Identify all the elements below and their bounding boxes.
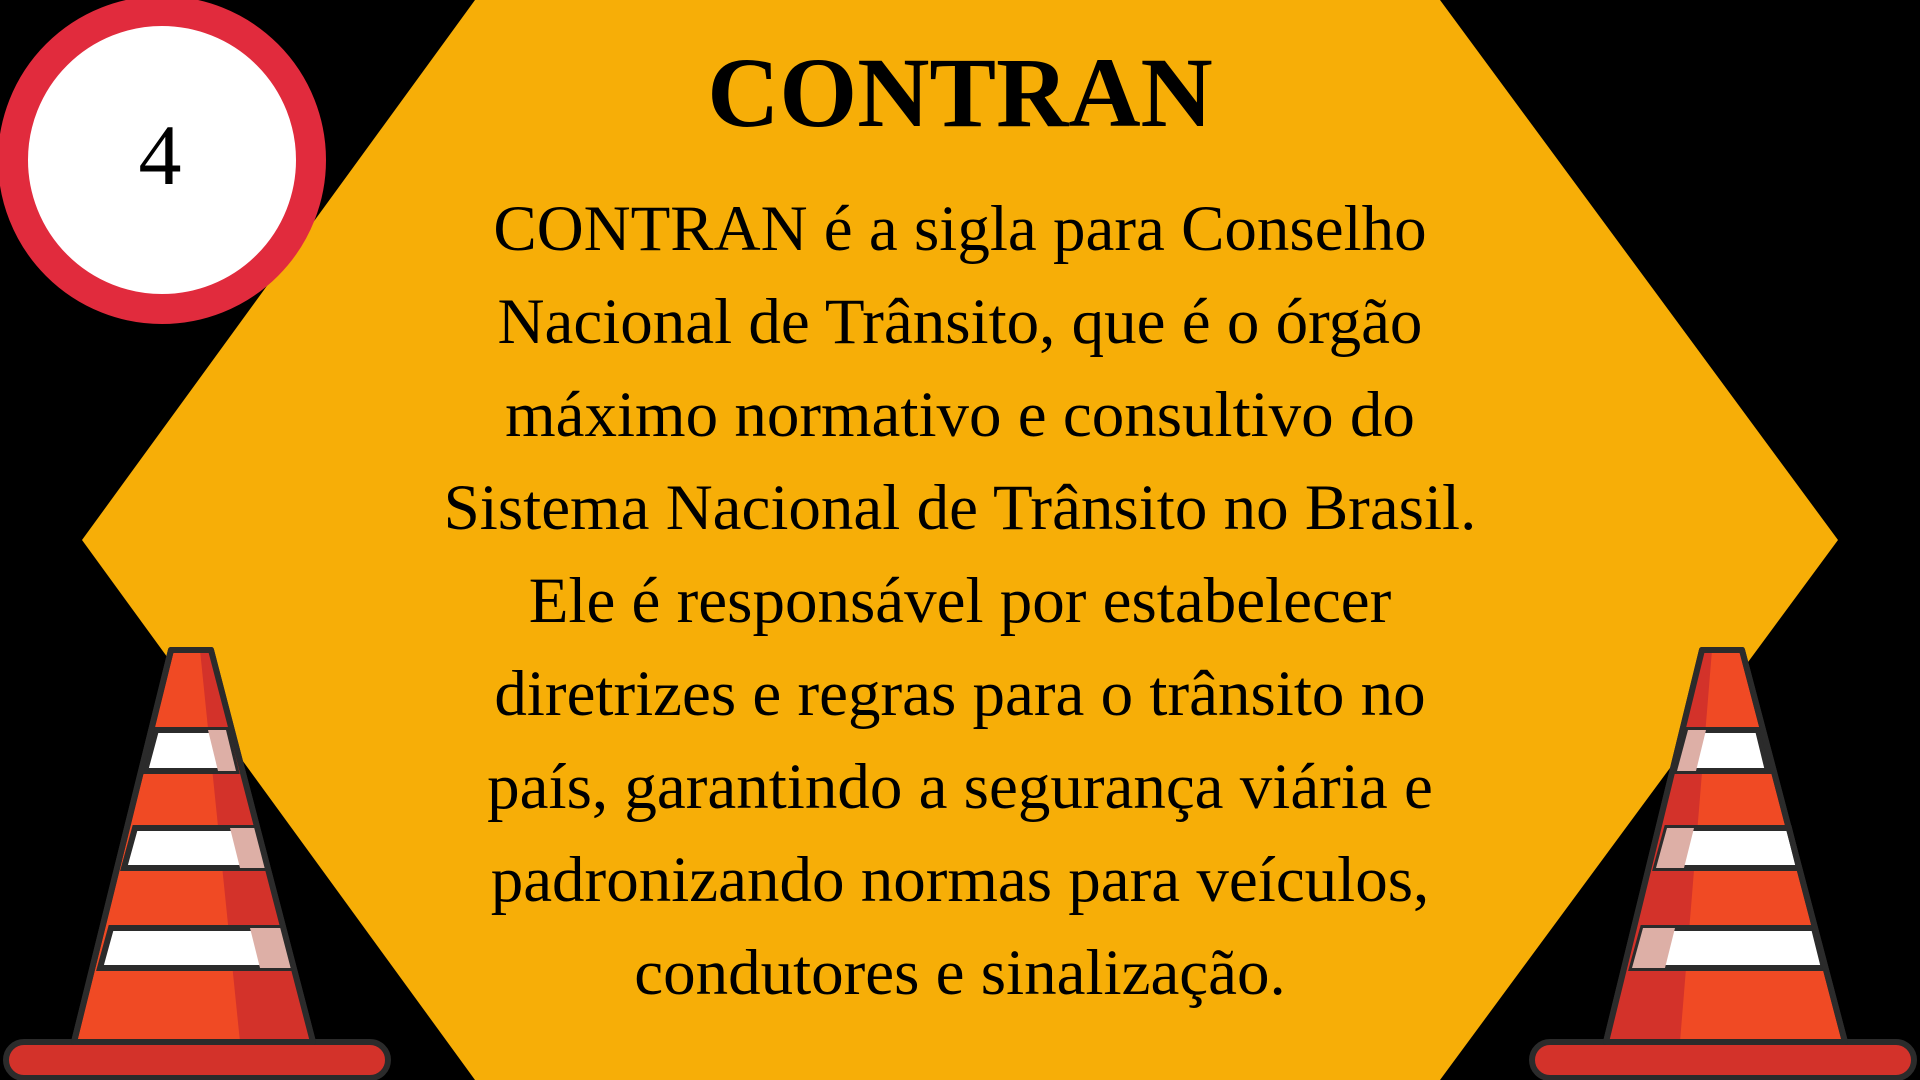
description-line: CONTRAN é a sigla para Conselho <box>493 193 1427 265</box>
description-line: país, garantindo a segurança viária e <box>487 751 1433 823</box>
description-line: diretrizes e regras para o trânsito no <box>494 658 1426 730</box>
page-title: CONTRAN <box>707 37 1213 148</box>
description-line: Ele é responsável por estabelecer <box>528 565 1392 637</box>
description <box>380 183 1540 1020</box>
description-line: padronizando normas para veículos, <box>490 844 1430 916</box>
badge-number: 4 <box>138 107 182 203</box>
description-line: Nacional de Trânsito, que é o órgão <box>497 286 1423 358</box>
description-line: condutores e sinalização. <box>634 937 1286 1009</box>
description-line: máximo normativo e consultivo do <box>505 379 1415 451</box>
description-line: Sistema Nacional de Trânsito no Brasil. <box>443 472 1477 544</box>
